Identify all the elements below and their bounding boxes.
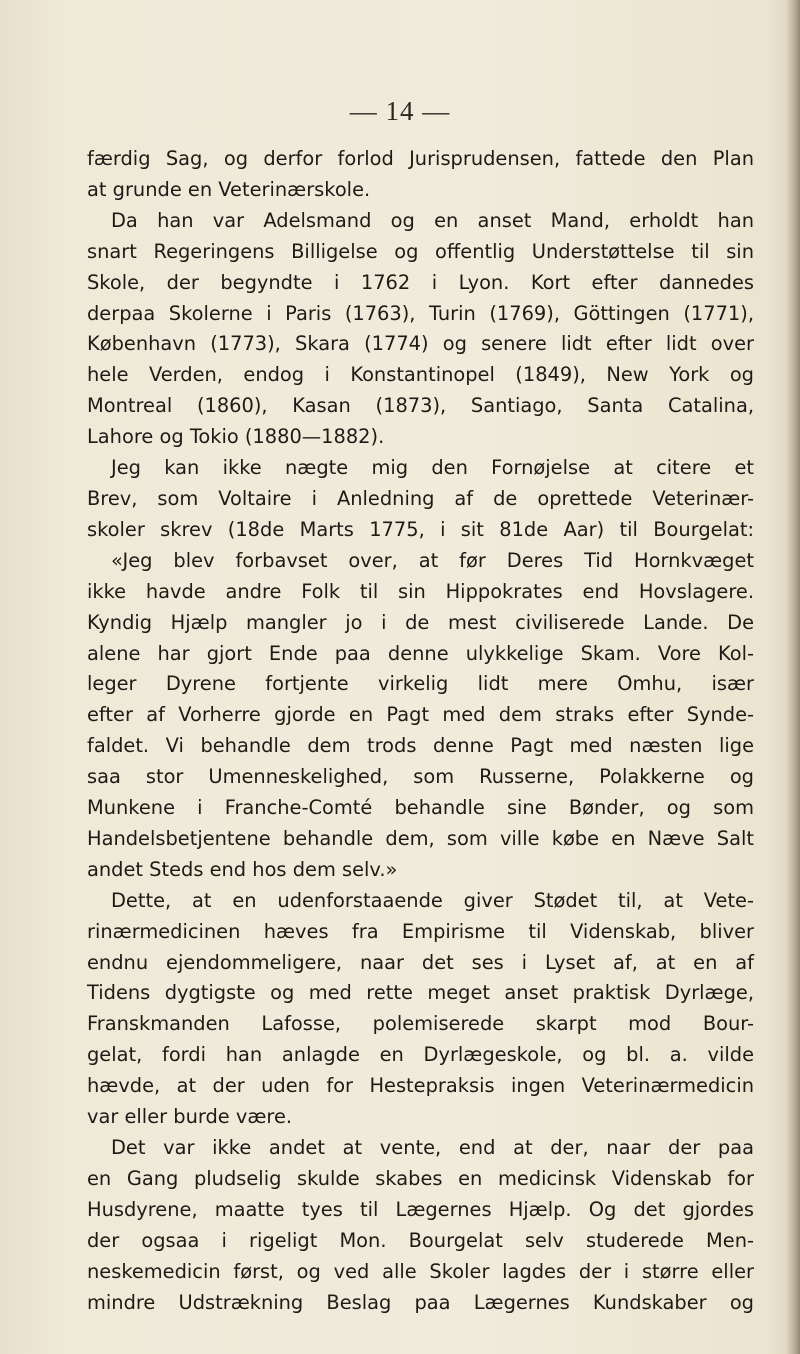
text-line: hele Verden, endog i Konstantinopel (1849), New York og	[87, 363, 754, 387]
text-line: derpaa Skolerne i Paris (1763), Turin (1769), Göttingen (1771),	[87, 301, 754, 325]
text-line: der ogsaa i rigeligt Mon. Bourgelat selv studerede Men-	[87, 1228, 754, 1252]
text-line: København (1773), Skara (1774) og senere lidt efter lidt over	[87, 332, 754, 356]
text-line: Brev, som Voltaire i Anledning af de oprettede Veterinær-	[87, 486, 754, 510]
text-line: Jeg kan ikke nægte mig den Fornøjelse at citere et	[111, 456, 754, 480]
text-line: endnu ejendommeligere, naar det ses i Lyset af, at en af	[87, 950, 754, 974]
text-line: Dette, at en udenforstaaende giver Stødet til, at Vete-	[111, 888, 754, 912]
text-line: ikke havde andre Folk til sin Hippokrates end Hovslagere.	[87, 579, 754, 603]
text-line: andet Steds end hos dem selv.»	[87, 857, 398, 881]
text-line: en Gang pludselig skulde skabes en medicinsk Videnskab for	[87, 1166, 754, 1190]
page-number: — 14 —	[349, 96, 451, 126]
text-line: rinærmedicinen hæves fra Empirisme til Videnskab, bliver	[87, 919, 754, 943]
text-line: mindre Udstrækning Beslag paa Lægernes Kundskaber og	[87, 1290, 754, 1314]
text-line: efter af Vorherre gjorde en Pagt med dem straks efter Synde-	[87, 703, 754, 727]
text-line: Husdyrene, maatte tyes til Lægernes Hjælp. Og det gjordes	[87, 1197, 754, 1221]
text-line: færdig Sag, og derfor forlod Jurisprudensen, fattede den Plan	[87, 147, 754, 170]
text-line: Tidens dygtigste og med rette meget anset praktisk Dyrlæge,	[87, 981, 754, 1005]
text-line: gelat, fordi han anlagde en Dyrlægeskole, og bl. a. vilde	[87, 1043, 754, 1067]
text-line: skoler skrev (18de Marts 1775, i sit 81de Aar) til Bourgelat:	[87, 517, 754, 541]
text-line: leger Dyrene fortjente virkelig lidt mere Omhu, især	[87, 672, 754, 696]
text-line: «Jeg blev forbavset over, at før Deres Tid Hornkvæget	[111, 548, 754, 572]
text-line: var eller burde være.	[87, 1105, 293, 1129]
text-line: Da han var Adelsmand og en anset Mand, erholdt han	[111, 208, 754, 232]
text-line: Handelsbetjentene behandle dem, som ville købe en Næve Salt	[87, 826, 754, 850]
text-line: Munkene i Franche-Comté behandle sine Bønder, og som	[87, 796, 754, 820]
text-line: saa stor Umenneskelighed, som Russerne, Polakkerne og	[87, 765, 754, 789]
text-line: neskemedicin først, og ved alle Skoler lagdes der i større eller	[87, 1259, 754, 1283]
text-line: Skole, der begyndte i 1762 i Lyon. Kort efter dannedes	[87, 270, 754, 294]
text-line: Lahore og Tokio (1880—1882).	[87, 425, 385, 449]
body-text	[87, 144, 754, 1318]
text-line: faldet. Vi behandle dem trods denne Pagt med næsten lige	[87, 734, 754, 758]
text-line: Kyndig Hjælp mangler jo i de mest civiliserede Lande. De	[87, 610, 754, 634]
text-line: at grunde en Veterinærskole.	[87, 177, 371, 201]
text-line: snart Regeringens Billigelse og offentlig Understøttelse til sin	[87, 239, 754, 263]
text-line: hævde, at der uden for Hestepraksis ingen Veterinærmedicin	[87, 1074, 754, 1098]
text-line: Montreal (1860), Kasan (1873), Santiago, Santa Catalina,	[87, 394, 754, 418]
text-line: Franskmanden Lafosse, polemiserede skarpt mod Bour-	[87, 1012, 754, 1036]
text-line: Det var ikke andet at vente, end at der, naar der paa	[111, 1136, 754, 1159]
text-line: alene har gjort Ende paa denne ulykkelige Skam. Vore Kol-	[87, 641, 754, 665]
page-edge-shadow	[786, 0, 800, 1354]
